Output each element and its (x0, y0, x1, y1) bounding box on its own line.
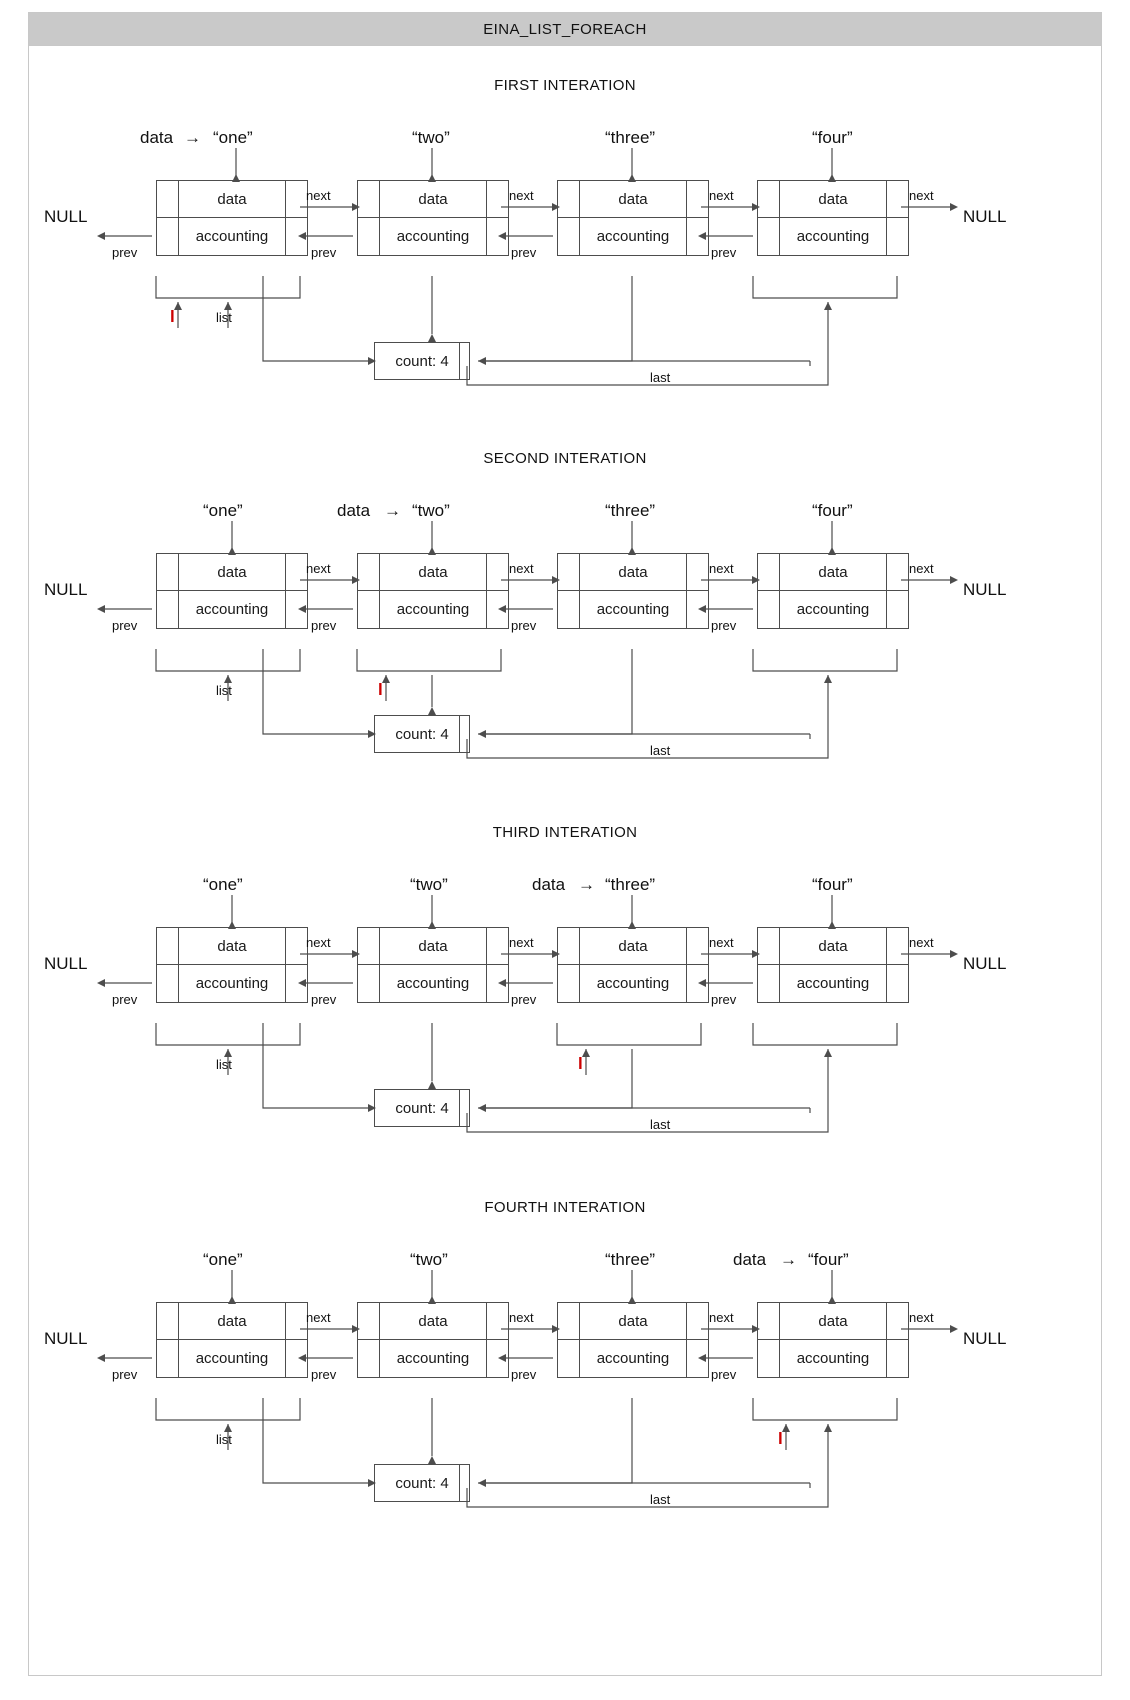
pointer-label-last-2: last (650, 743, 671, 758)
arrow-glyph-3: → (578, 875, 595, 894)
node-data-cell: data (156, 927, 308, 965)
prev-label: prev (112, 245, 138, 260)
section-second (0, 443, 1130, 783)
string-two-4: “two” (410, 1250, 448, 1269)
node-accounting-cell: accounting (757, 965, 909, 1003)
prev-label: prev (511, 618, 537, 633)
string-one-3: “one” (203, 875, 243, 894)
node-accounting-cell: accounting (156, 965, 308, 1003)
prev-label: prev (311, 992, 337, 1007)
next-label: next (709, 1310, 734, 1325)
node-accounting-cell: accounting (757, 1340, 909, 1378)
pointer-label-data-1: data (140, 128, 174, 147)
node-data-cell: data (557, 1302, 709, 1340)
node-accounting-cell: accounting (357, 1340, 509, 1378)
prev-label: prev (511, 245, 537, 260)
next-label: next (909, 935, 934, 950)
null-right-2: NULL (963, 580, 1007, 599)
pointer-label-list-2: list (216, 683, 232, 698)
pointer-label-last-3: last (650, 1117, 671, 1132)
prev-label: prev (711, 1367, 737, 1382)
section-first (0, 70, 1130, 410)
node-data-cell: data (757, 927, 909, 965)
null-right-1: NULL (963, 207, 1007, 226)
next-label: next (509, 935, 534, 950)
pointer-label-l-4: l (778, 1429, 783, 1448)
node-accounting-cell: accounting (757, 218, 909, 256)
null-left-2: NULL (44, 580, 88, 599)
string-four-3: “four” (812, 875, 853, 894)
next-label: next (909, 188, 934, 203)
string-three-1: “three” (605, 128, 656, 147)
node-accounting-cell: accounting (357, 965, 509, 1003)
next-label: next (306, 188, 331, 203)
prev-label: prev (112, 992, 138, 1007)
prev-label: prev (311, 618, 337, 633)
prev-label: prev (511, 992, 537, 1007)
null-left-3: NULL (44, 954, 88, 973)
section-title-third: THIRD INTERATION (492, 824, 638, 841)
next-label: next (509, 188, 534, 203)
pointer-label-data-3: data (532, 875, 566, 894)
string-one-1: “one” (213, 128, 253, 147)
diagram-title: EINA_LIST_FOREACH (483, 20, 647, 38)
string-two-2: “two” (412, 501, 450, 520)
count-box-4: count: 4 (374, 1464, 470, 1502)
node-data-cell: data (156, 180, 308, 218)
prev-label: prev (511, 1367, 537, 1382)
pointer-label-list-4: list (216, 1432, 232, 1447)
arrow-glyph-2: → (384, 501, 401, 520)
next-label: next (709, 935, 734, 950)
next-label: next (306, 1310, 331, 1325)
node-accounting-cell: accounting (557, 218, 709, 256)
next-label: next (709, 561, 734, 576)
connector-lines-2 (0, 443, 1130, 783)
node-accounting-cell: accounting (156, 218, 308, 256)
prev-label: prev (311, 245, 337, 260)
prev-label: prev (112, 1367, 138, 1382)
arrow-glyph-1: → (184, 128, 201, 147)
section-title-second: SECOND INTERATION (483, 450, 647, 467)
pointer-label-list-1: list (216, 310, 232, 325)
node-data-cell: data (156, 553, 308, 591)
string-one-2: “one” (203, 501, 243, 520)
pointer-label-l-2: l (378, 680, 383, 699)
string-four-1: “four” (812, 128, 853, 147)
prev-label: prev (311, 1367, 337, 1382)
node-data-cell: data (557, 553, 709, 591)
string-three-2: “three” (605, 501, 656, 520)
pointer-label-l-3: l (578, 1054, 583, 1073)
string-four-4: “four” (808, 1250, 849, 1269)
node-data-cell: data (156, 1302, 308, 1340)
string-three-4: “three” (605, 1250, 656, 1269)
prev-label: prev (112, 618, 138, 633)
pointer-label-list-3: list (216, 1057, 232, 1072)
diagram-title-bar (28, 12, 1102, 46)
node-data-cell: data (757, 180, 909, 218)
count-box-1: count: 4 (374, 342, 470, 380)
pointer-label-data-4: data (733, 1250, 767, 1269)
null-right-4: NULL (963, 1329, 1007, 1348)
next-label: next (306, 935, 331, 950)
prev-label: prev (711, 618, 737, 633)
node-data-cell: data (757, 553, 909, 591)
string-two-1: “two” (412, 128, 450, 147)
next-label: next (509, 561, 534, 576)
next-label: next (909, 561, 934, 576)
section-fourth (0, 1192, 1130, 1532)
connector-lines-3 (0, 817, 1130, 1157)
node-data-cell: data (557, 180, 709, 218)
node-accounting-cell: accounting (357, 218, 509, 256)
section-title-fourth: FOURTH INTERATION (484, 1199, 646, 1216)
next-label: next (306, 561, 331, 576)
section-third (0, 817, 1130, 1157)
node-accounting-cell: accounting (557, 965, 709, 1003)
arrow-glyph-4: → (780, 1250, 797, 1269)
prev-label: prev (711, 245, 737, 260)
next-label: next (909, 1310, 934, 1325)
pointer-label-last-4: last (650, 1492, 671, 1507)
node-accounting-cell: accounting (357, 591, 509, 629)
node-data-cell: data (357, 180, 509, 218)
section-title-first: FIRST INTERATION (494, 77, 636, 94)
connector-lines-4 (0, 1192, 1130, 1532)
pointer-label-last-1: last (650, 370, 671, 385)
node-accounting-cell: accounting (757, 591, 909, 629)
node-accounting-cell: accounting (156, 591, 308, 629)
node-accounting-cell: accounting (156, 1340, 308, 1378)
node-accounting-cell: accounting (557, 591, 709, 629)
count-box-3: count: 4 (374, 1089, 470, 1127)
node-data-cell: data (357, 1302, 509, 1340)
node-data-cell: data (557, 927, 709, 965)
pointer-label-data-2: data (337, 501, 371, 520)
string-one-4: “one” (203, 1250, 243, 1269)
string-four-2: “four” (812, 501, 853, 520)
null-left-1: NULL (44, 207, 88, 226)
pointer-label-l-1: l (170, 307, 175, 326)
null-right-3: NULL (963, 954, 1007, 973)
count-box-2: count: 4 (374, 715, 470, 753)
next-label: next (709, 188, 734, 203)
node-data-cell: data (357, 927, 509, 965)
node-accounting-cell: accounting (557, 1340, 709, 1378)
node-data-cell: data (757, 1302, 909, 1340)
next-label: next (509, 1310, 534, 1325)
connector-lines-1 (0, 70, 1130, 410)
node-data-cell: data (357, 553, 509, 591)
string-three-3: “three” (605, 875, 656, 894)
prev-label: prev (711, 992, 737, 1007)
null-left-4: NULL (44, 1329, 88, 1348)
string-two-3: “two” (410, 875, 448, 894)
